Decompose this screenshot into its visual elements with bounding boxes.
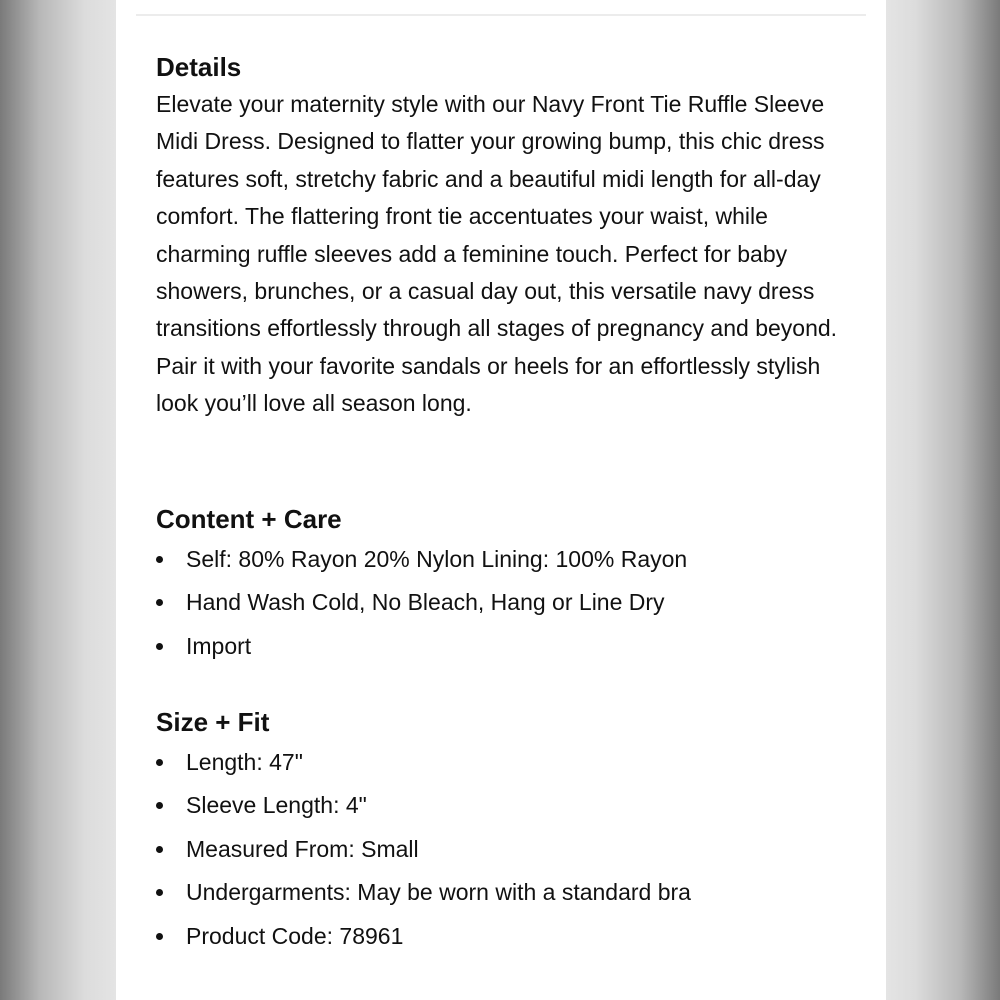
list-item: Sleeve Length: 4" [156,784,856,827]
content-care-section [156,500,856,668]
content-care-heading: Content + Care [156,504,342,534]
list-item: Import [156,625,856,668]
size-fit-section [156,703,856,958]
bullet-icon [156,802,163,809]
divider [136,14,866,16]
details-description: Elevate your maternity style with our Navy Front Tie Ruffle Sleeve Midi Dress. Designed to flatter your growing bump, this chic dress features soft, stretchy fabric and a beautiful midi length for all-day comfort. The flattering front tie accentuates your waist, while charming ruffle sleeves add a feminine touch. Perfect for baby showers, brunches, or a casual day out, this versatile navy dress transitions effortlessly through all stages of pregnancy and beyond. Pair it with your favorite sandals or heels for an effortlessly stylish look you’ll love all season long. [156,91,838,417]
bullet-icon [156,846,163,853]
content-care-list [156,538,856,668]
bullet-icon [156,933,163,940]
list-item: Measured From: Small [156,828,856,871]
details-section [156,48,856,423]
bullet-icon [156,759,163,766]
list-item: Length: 47" [156,741,856,784]
size-fit-list [156,741,856,958]
bullet-icon [156,643,163,650]
list-item: Self: 80% Rayon 20% Nylon Lining: 100% Rayon [156,538,856,581]
details-heading: Details [156,52,242,82]
list-item: Hand Wash Cold, No Bleach, Hang or Line Dry [156,581,856,624]
list-item: Product Code: 78961 [156,915,856,958]
bullet-icon [156,599,163,606]
product-info-panel [116,0,886,1000]
bullet-icon [156,889,163,896]
size-fit-heading: Size + Fit [156,707,270,737]
list-item: Undergarments: May be worn with a standard bra [156,871,856,914]
product-info-content [156,48,856,949]
bullet-icon [156,556,163,563]
